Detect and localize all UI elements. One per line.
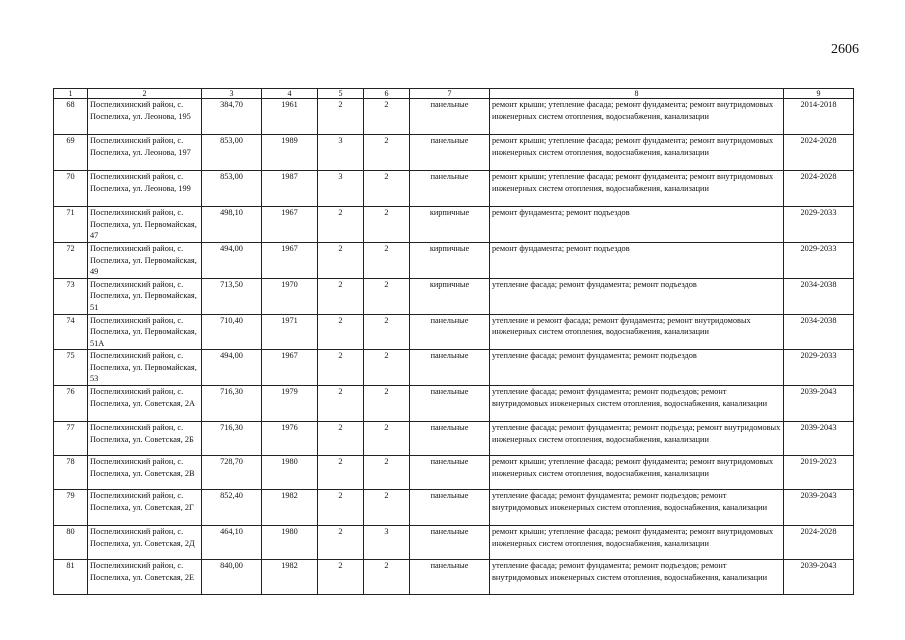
year-cell: 1979: [262, 386, 318, 422]
area-cell: 853,00: [202, 135, 262, 171]
period-cell: 2019-2023: [784, 456, 854, 490]
wall-material-cell: кирпичные: [410, 243, 490, 279]
floors-cell: 2: [318, 350, 364, 386]
floors-cell: 2: [318, 422, 364, 456]
works-cell: ремонт фундамента; ремонт подъездов: [490, 243, 784, 279]
area-cell: 384,70: [202, 99, 262, 135]
period-cell: 2039-2043: [784, 386, 854, 422]
period-cell: 2034-2038: [784, 278, 854, 314]
row-number-cell: 79: [54, 490, 88, 526]
wall-material-cell: панельные: [410, 350, 490, 386]
wall-material-cell: панельные: [410, 526, 490, 560]
year-cell: 1980: [262, 456, 318, 490]
table-row: [54, 422, 854, 456]
wall-material-cell: панельные: [410, 314, 490, 350]
year-cell: 1976: [262, 422, 318, 456]
area-cell: 464,10: [202, 526, 262, 560]
row-number-cell: 74: [54, 314, 88, 350]
entrances-cell: 2: [364, 386, 410, 422]
entrances-cell: 2: [364, 422, 410, 456]
table-row: [54, 314, 854, 350]
column-header: 8: [490, 89, 784, 99]
wall-material-cell: панельные: [410, 560, 490, 595]
address-cell: Поспелихинский район, с. Поспелиха, ул. Первомайская, 51А: [88, 314, 202, 350]
address-cell: Поспелихинский район, с. Поспелиха, ул. Леонова, 199: [88, 171, 202, 207]
works-cell: утепление фасада; ремонт фундамента; ремонт подъездов: [490, 350, 784, 386]
period-cell: 2024-2028: [784, 526, 854, 560]
address-cell: Поспелихинский район, с. Поспелиха, ул. Советская, 2А: [88, 386, 202, 422]
period-cell: 2029-2033: [784, 350, 854, 386]
wall-material-cell: кирпичные: [410, 278, 490, 314]
header-row: [54, 89, 854, 99]
entrances-cell: 2: [364, 171, 410, 207]
wall-material-cell: кирпичные: [410, 207, 490, 243]
row-number-cell: 68: [54, 99, 88, 135]
address-cell: Поспелихинский район, с. Поспелиха, ул. Советская, 2Е: [88, 560, 202, 595]
floors-cell: 2: [318, 490, 364, 526]
year-cell: 1967: [262, 243, 318, 279]
address-cell: Поспелихинский район, с. Поспелиха, ул. Леонова, 197: [88, 135, 202, 171]
entrances-cell: 2: [364, 456, 410, 490]
entrances-cell: 2: [364, 560, 410, 595]
entrances-cell: 3: [364, 526, 410, 560]
wall-material-cell: панельные: [410, 171, 490, 207]
table-row: [54, 386, 854, 422]
area-cell: 494,00: [202, 350, 262, 386]
period-cell: 2034-2038: [784, 314, 854, 350]
address-cell: Поспелихинский район, с. Поспелиха, ул. Леонова, 195: [88, 99, 202, 135]
table-row: [54, 456, 854, 490]
works-cell: ремонт фундамента; ремонт подъездов: [490, 207, 784, 243]
table-row: [54, 490, 854, 526]
entrances-cell: 2: [364, 243, 410, 279]
row-number-cell: 81: [54, 560, 88, 595]
column-header: 4: [262, 89, 318, 99]
address-cell: Поспелихинский район, с. Поспелиха, ул. Советская, 2Д: [88, 526, 202, 560]
floors-cell: 2: [318, 207, 364, 243]
entrances-cell: 2: [364, 207, 410, 243]
housing-table: [53, 88, 854, 595]
floors-cell: 2: [318, 560, 364, 595]
area-cell: 713,50: [202, 278, 262, 314]
year-cell: 1987: [262, 171, 318, 207]
area-cell: 716,30: [202, 386, 262, 422]
floors-cell: 2: [318, 526, 364, 560]
address-cell: Поспелихинский район, с. Поспелиха, ул. Советская, 2Г: [88, 490, 202, 526]
area-cell: 728,70: [202, 456, 262, 490]
period-cell: 2039-2043: [784, 422, 854, 456]
wall-material-cell: панельные: [410, 456, 490, 490]
area-cell: 852,40: [202, 490, 262, 526]
floors-cell: 2: [318, 243, 364, 279]
floors-cell: 2: [318, 456, 364, 490]
period-cell: 2014-2018: [784, 99, 854, 135]
address-cell: Поспелихинский район, с. Поспелиха, ул. Советская, 2В: [88, 456, 202, 490]
works-cell: утепление фасада; ремонт фундамента; ремонт подъездов: [490, 278, 784, 314]
area-cell: 498,10: [202, 207, 262, 243]
address-cell: Поспелихинский район, с. Поспелиха, ул. Первомайская, 53: [88, 350, 202, 386]
works-cell: утепление фасада; ремонт фундамента; ремонт подъездов; ремонт внутридомовых инженерных систем отопления, водоснабжения, канализации: [490, 560, 784, 595]
floors-cell: 2: [318, 314, 364, 350]
page-number: 2606: [831, 42, 859, 57]
works-cell: ремонт крыши; утепление фасада; ремонт фундамента; ремонт внутридомовых инженерных систем отопления, водоснабжения, канализации: [490, 99, 784, 135]
entrances-cell: 2: [364, 278, 410, 314]
column-header: 3: [202, 89, 262, 99]
row-number-cell: 75: [54, 350, 88, 386]
table-row: [54, 526, 854, 560]
works-cell: ремонт крыши; утепление фасада; ремонт фундамента; ремонт внутридомовых инженерных систем отопления, водоснабжения, канализации: [490, 171, 784, 207]
area-cell: 710,40: [202, 314, 262, 350]
year-cell: 1982: [262, 560, 318, 595]
row-number-cell: 77: [54, 422, 88, 456]
year-cell: 1967: [262, 207, 318, 243]
area-cell: 494,00: [202, 243, 262, 279]
table-row: [54, 243, 854, 279]
table-container: [53, 88, 853, 595]
column-header: 2: [88, 89, 202, 99]
year-cell: 1980: [262, 526, 318, 560]
address-cell: Поспелихинский район, с. Поспелиха, ул. Первомайская, 47: [88, 207, 202, 243]
entrances-cell: 2: [364, 135, 410, 171]
column-header: 6: [364, 89, 410, 99]
works-cell: ремонт крыши; утепление фасада; ремонт фундамента; ремонт внутридомовых инженерных систем отопления, водоснабжения, канализации: [490, 526, 784, 560]
area-cell: 840,00: [202, 560, 262, 595]
floors-cell: 3: [318, 171, 364, 207]
row-number-cell: 80: [54, 526, 88, 560]
wall-material-cell: панельные: [410, 99, 490, 135]
year-cell: 1970: [262, 278, 318, 314]
works-cell: утепление и ремонт фасада; ремонт фундамента; ремонт внутридомовых инженерных систем отопления, водоснабжения, канализации: [490, 314, 784, 350]
works-cell: ремонт крыши; утепление фасада; ремонт фундамента; ремонт внутридомовых инженерных систем отопления, водоснабжения, канализации: [490, 135, 784, 171]
floors-cell: 2: [318, 278, 364, 314]
floors-cell: 3: [318, 135, 364, 171]
table-row: [54, 207, 854, 243]
table-row: [54, 99, 854, 135]
period-cell: 2029-2033: [784, 207, 854, 243]
year-cell: 1982: [262, 490, 318, 526]
year-cell: 1961: [262, 99, 318, 135]
wall-material-cell: панельные: [410, 386, 490, 422]
period-cell: 2039-2043: [784, 490, 854, 526]
table-row: [54, 278, 854, 314]
period-cell: 2029-2033: [784, 243, 854, 279]
wall-material-cell: панельные: [410, 490, 490, 526]
address-cell: Поспелихинский район, с. Поспелиха, ул. Советская, 2Б: [88, 422, 202, 456]
wall-material-cell: панельные: [410, 422, 490, 456]
column-header: 5: [318, 89, 364, 99]
row-number-cell: 70: [54, 171, 88, 207]
year-cell: 1971: [262, 314, 318, 350]
works-cell: утепление фасада; ремонт фундамента; ремонт подъездов; ремонт внутридомовых инженерных систем отопления, водоснабжения, канализации: [490, 386, 784, 422]
table-row: [54, 171, 854, 207]
row-number-cell: 78: [54, 456, 88, 490]
floors-cell: 2: [318, 386, 364, 422]
year-cell: 1967: [262, 350, 318, 386]
table-row: [54, 560, 854, 595]
row-number-cell: 72: [54, 243, 88, 279]
address-cell: Поспелихинский район, с. Поспелиха, ул. Первомайская, 51: [88, 278, 202, 314]
period-cell: 2024-2028: [784, 135, 854, 171]
column-header: 9: [784, 89, 854, 99]
row-number-cell: 71: [54, 207, 88, 243]
entrances-cell: 2: [364, 314, 410, 350]
area-cell: 853,00: [202, 171, 262, 207]
row-number-cell: 69: [54, 135, 88, 171]
column-header: 7: [410, 89, 490, 99]
table-row: [54, 350, 854, 386]
works-cell: утепление фасада; ремонт фундамента; ремонт подъезда; ремонт внутридомовых инженерных систем отопления, водоснабжения, канализации: [490, 422, 784, 456]
entrances-cell: 2: [364, 99, 410, 135]
table-row: [54, 135, 854, 171]
table-body: [54, 99, 854, 595]
address-cell: Поспелихинский район, с. Поспелиха, ул. Первомайская, 49: [88, 243, 202, 279]
works-cell: ремонт крыши; утепление фасада; ремонт фундамента; ремонт внутридомовых инженерных систем отопления, водоснабжения, канализации: [490, 456, 784, 490]
entrances-cell: 2: [364, 490, 410, 526]
row-number-cell: 76: [54, 386, 88, 422]
column-header: 1: [54, 89, 88, 99]
area-cell: 716,30: [202, 422, 262, 456]
row-number-cell: 73: [54, 278, 88, 314]
year-cell: 1989: [262, 135, 318, 171]
period-cell: 2039-2043: [784, 560, 854, 595]
works-cell: утепление фасада; ремонт фундамента; ремонт подъездов; ремонт внутридомовых инженерных систем отопления, водоснабжения, канализации: [490, 490, 784, 526]
period-cell: 2024-2028: [784, 171, 854, 207]
entrances-cell: 2: [364, 350, 410, 386]
wall-material-cell: панельные: [410, 135, 490, 171]
floors-cell: 2: [318, 99, 364, 135]
